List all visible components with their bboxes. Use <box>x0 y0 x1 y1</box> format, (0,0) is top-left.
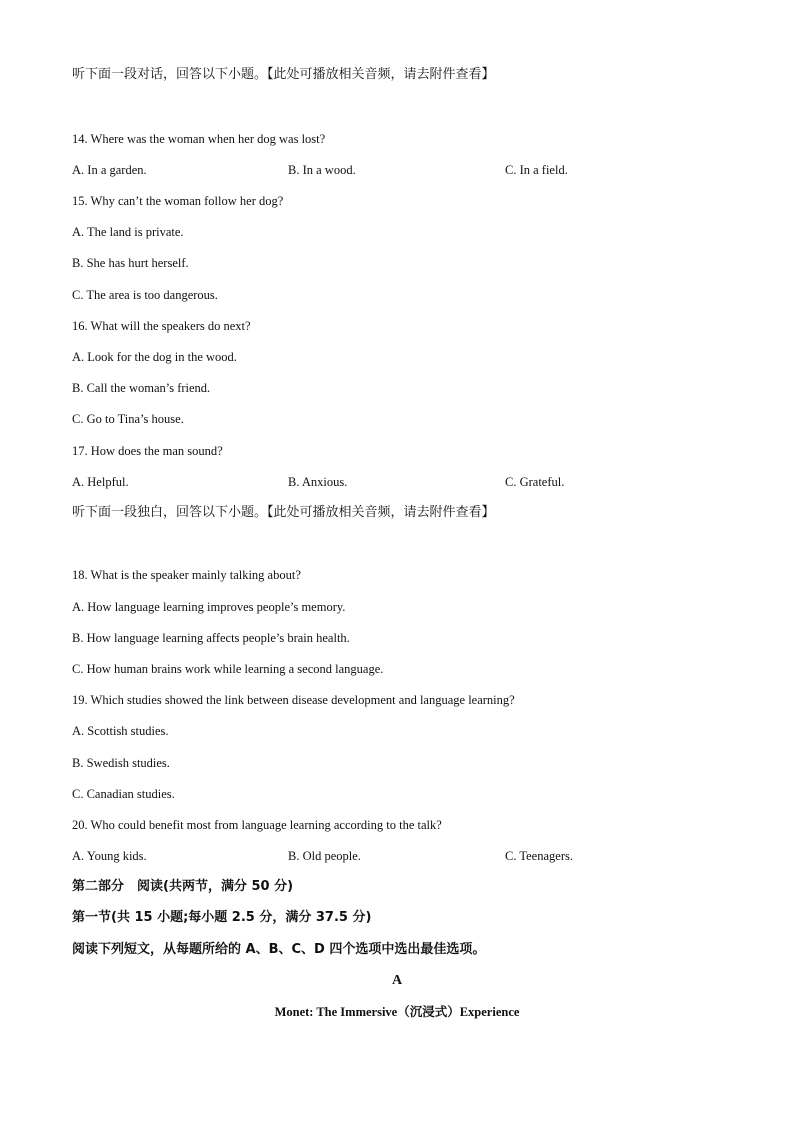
monologue-instruction: 听下面一段独白，回答以下小题。【此处可播放相关音频，请去附件查看】 <box>72 505 495 520</box>
question-15-option-b: B. She has hurt herself. <box>72 256 189 270</box>
question-19-option-a: A. Scottish studies. <box>72 724 169 738</box>
question-17-option-a: A. Helpful. <box>72 475 129 489</box>
question-20-option-b: B. Old people. <box>288 849 361 863</box>
question-15-option-c: C. The area is too dangerous. <box>72 288 218 302</box>
question-14-option-b: B. In a wood. <box>288 163 356 177</box>
question-16-option-b: B. Call the woman’s friend. <box>72 381 211 395</box>
question-16-option-c: C. Go to Tina’s house. <box>72 412 184 426</box>
question-14-option-c: C. In a field. <box>505 163 568 177</box>
question-15-stem: 15. Why can’t the woman follow her dog? <box>72 194 284 208</box>
question-18-option-a: A. How language learning improves people’s memory. <box>72 600 346 614</box>
question-18-option-c: C. How human brains work while learning a second language. <box>72 662 384 676</box>
question-19-option-c: C. Canadian studies. <box>72 787 175 801</box>
question-14-stem: 14. Where was the woman when her dog was lost? <box>72 132 326 146</box>
question-16-option-a: A. Look for the dog in the wood. <box>72 350 237 364</box>
question-17-stem: 17. How does the man sound? <box>72 444 223 458</box>
question-14-option-a: A. In a garden. <box>72 163 147 177</box>
question-19-stem: 19. Which studies showed the link between disease development and language learning? <box>72 693 515 707</box>
passage-title: Monet: The Immersive（沉浸式）Experience <box>274 1005 520 1019</box>
passage-letter: A <box>391 973 403 988</box>
question-18-option-b: B. How language learning affects people’s brain health. <box>72 631 350 645</box>
dialogue-instruction: 听下面一段对话，回答以下小题。【此处可播放相关音频，请去附件查看】 <box>72 67 495 82</box>
question-16-stem: 16. What will the speakers do next? <box>72 319 251 333</box>
question-15-option-a: A. The land is private. <box>72 225 184 239</box>
reading-part-heading: 第二部分 阅读(共两节，满分 50 分) <box>72 879 294 894</box>
question-17-option-b: B. Anxious. <box>288 475 348 489</box>
reading-section-heading: 第一节(共 15 小题;每小题 2.5 分，满分 37.5 分) <box>72 910 372 925</box>
question-19-option-b: B. Swedish studies. <box>72 756 170 770</box>
question-20-option-c: C. Teenagers. <box>505 849 573 863</box>
reading-instruction: 阅读下列短文，从每题所给的 A、B、C、D 四个选项中选出最佳选项。 <box>72 942 486 957</box>
question-18-stem: 18. What is the speaker mainly talking about? <box>72 568 301 582</box>
question-17-option-c: C. Grateful. <box>505 475 565 489</box>
question-20-stem: 20. Who could benefit most from language learning according to the talk? <box>72 818 442 832</box>
question-20-option-a: A. Young kids. <box>72 849 147 863</box>
